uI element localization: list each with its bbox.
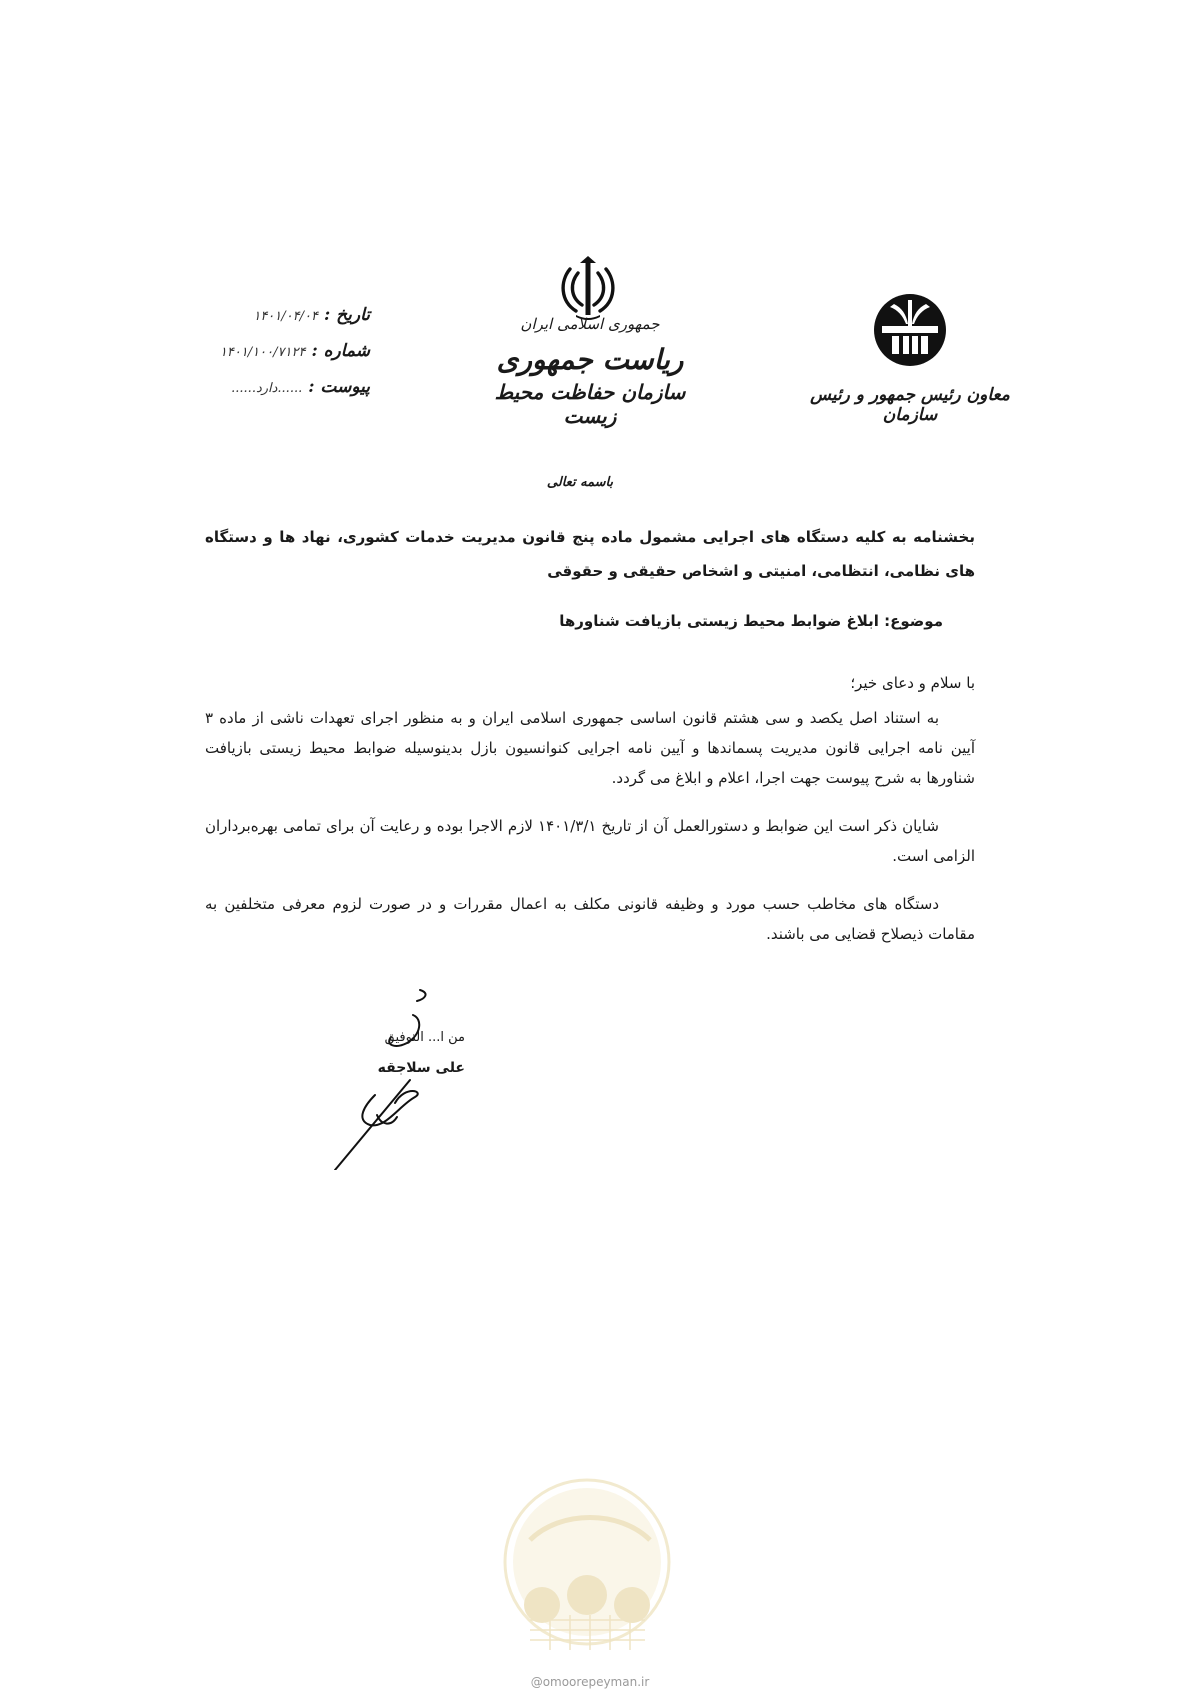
country-name: جمهوری اسلامی ایران bbox=[520, 315, 660, 333]
attachment-label: پیوست : bbox=[308, 377, 370, 397]
paragraph-1: به استناد اصل یکصد و سی هشتم قانون اساسی جمهوری اسلامی ایران و به منظور اجرای تعهدات ناشی از ماده ۳ آیین نامه اجرایی قانون مدیریت پسماندها و آیین نامه اجرایی کنوانسیون بازل بدینوسیله ضوابط محیط زیستی بازیافت شناورها به شرح پیوست جهت اجرا، اعلام و ابلاغ می گردد. bbox=[205, 709, 975, 787]
issuer-block bbox=[480, 315, 700, 428]
handwritten-signature bbox=[325, 985, 465, 1170]
date-label: تاریخ : bbox=[323, 305, 370, 325]
paragraph-2: شایان ذکر است این ضوابط و دستورالعمل آن از تاریخ ۱۴۰۱/۳/۱ لازم الاجرا بوده و رعایت آن برای تمامی بهره‌برداران الزامی است. bbox=[205, 817, 975, 865]
watermark-site-text: @omoorepeyman.ir bbox=[530, 1675, 650, 1689]
presidency-title: ریاست جمهوری bbox=[496, 343, 684, 376]
number-value: ۱۴۰۱/۱۰۰/۷۱۲۴ bbox=[219, 345, 306, 360]
bismillah: باسمه تعالی bbox=[546, 475, 614, 490]
attachment-row bbox=[190, 377, 370, 413]
subject-line: موضوع: ابلاغ ضوابط محیط زیستی بازیافت شناورها bbox=[559, 612, 943, 630]
date-row bbox=[190, 305, 370, 341]
number-row bbox=[190, 341, 370, 377]
greeting: با سلام و دعای خیر؛ bbox=[850, 674, 975, 692]
doe-logo-icon bbox=[872, 292, 948, 368]
date-value: ۱۴۰۱/۰۴/۰۴ bbox=[253, 309, 318, 324]
addressee: بخشنامه به کلیه دستگاه های اجرایی مشمول ماده پنج قانون مدیریت خدمات کشوری، نهاد ها و دستگاه های نظامی، انتظامی، امنیتی و اشخاص حقیقی و حقوقی bbox=[205, 528, 975, 580]
omoorepeyman-watermark-logo bbox=[500, 1470, 675, 1670]
letter-meta bbox=[190, 305, 370, 413]
signer-name: علی سلاجقه bbox=[377, 1060, 465, 1076]
organization-name: سازمان حفاظت محیط زیست bbox=[494, 380, 686, 428]
closing-phrase: من ا... التوفیق bbox=[384, 1030, 465, 1045]
attachment-value: ......دارد...... bbox=[231, 381, 303, 396]
iran-emblem-icon bbox=[556, 255, 620, 321]
number-label: شماره : bbox=[311, 341, 370, 361]
vice-president-title: معاون رئیس جمهور و رئیس سازمان bbox=[810, 385, 1010, 425]
paragraph-3: دستگاه های مخاطب حسب مورد و وظیفه قانونی مکلف به اعمال مقررات و در صورت لزوم معرفی متخلفین به مقامات ذیصلاح قضایی می باشند. bbox=[205, 895, 975, 943]
letter-body bbox=[205, 668, 975, 949]
